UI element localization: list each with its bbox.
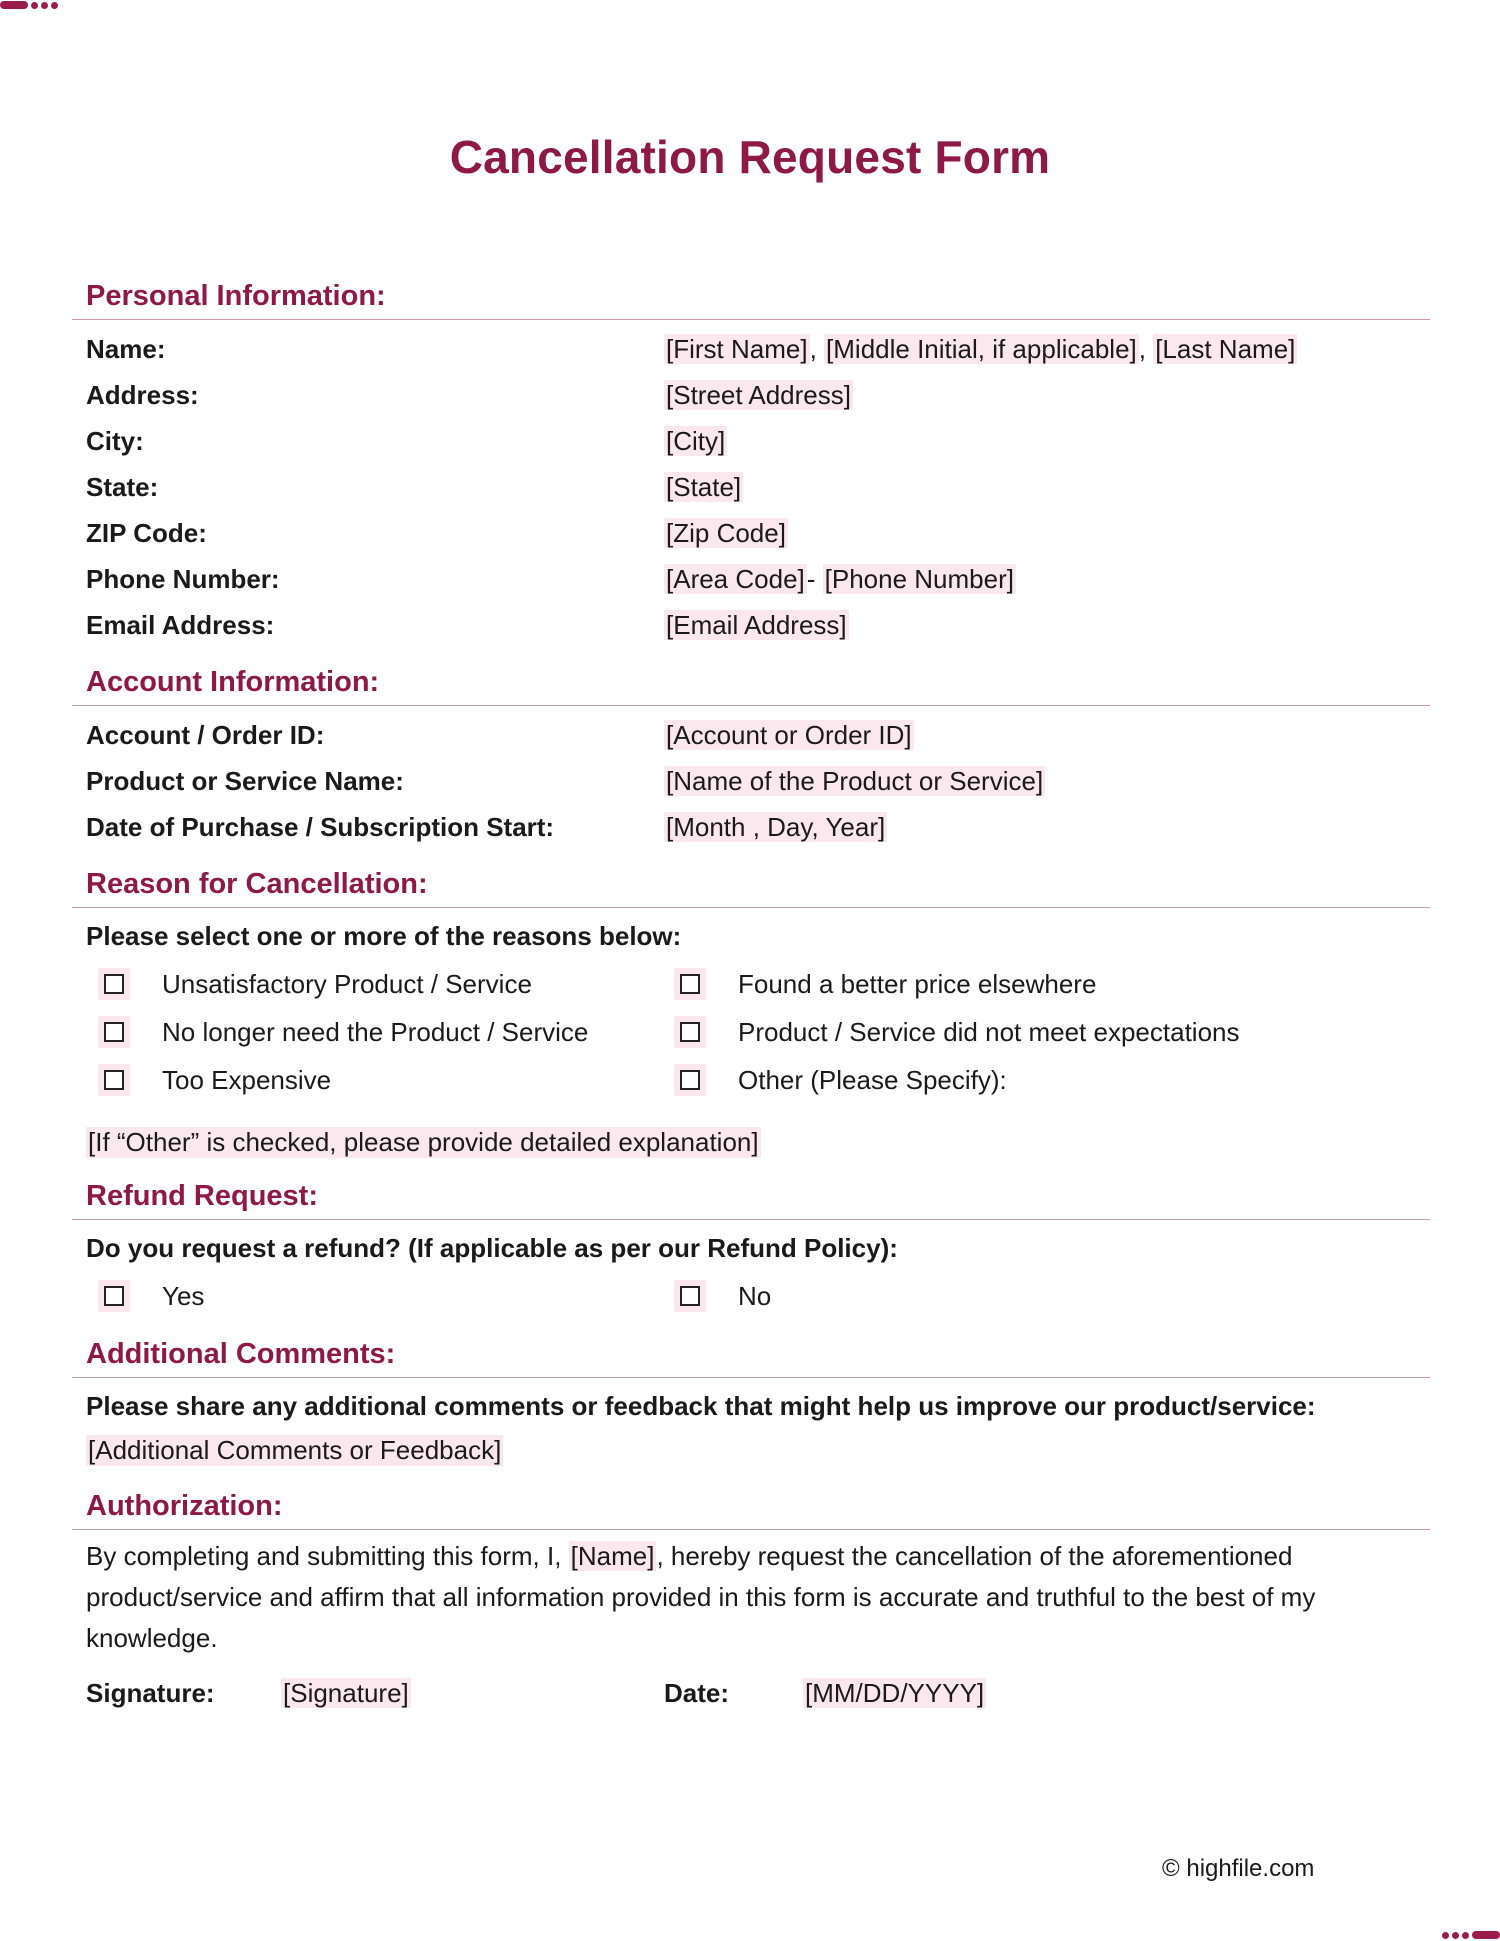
reason-instruction: Please select one or more of the reasons below: bbox=[86, 920, 682, 951]
deco-bar bbox=[1472, 1931, 1500, 1939]
comments-field[interactable]: [Additional Comments or Feedback] bbox=[88, 1434, 502, 1465]
authorization-section bbox=[72, 1490, 1430, 1721]
statement-text: , hereby request the cancellation of the aforementioned product/service and affirm that all information provided in this form is accurate and truthful to the best of my knowledge. bbox=[86, 1541, 1316, 1653]
option-label: Product / Service did not meet expectations bbox=[738, 1016, 1240, 1047]
email-label: Email Address: bbox=[86, 609, 275, 640]
option-label: No longer need the Product / Service bbox=[162, 1016, 589, 1047]
page-title: Cancellation Request Form bbox=[449, 131, 1051, 183]
purchase-date-field[interactable]: [Month , Day, Year] bbox=[666, 811, 886, 842]
name-label: Name: bbox=[86, 333, 166, 364]
option-label: Other (Please Specify): bbox=[738, 1064, 1007, 1095]
last-name-field[interactable]: [Last Name] bbox=[1155, 333, 1296, 364]
option-label: No bbox=[738, 1280, 772, 1311]
section-heading: Refund Request: bbox=[72, 1180, 1430, 1220]
phone-separator: - bbox=[806, 563, 823, 594]
name-row bbox=[72, 326, 1430, 372]
section-heading: Reason for Cancellation: bbox=[72, 868, 1430, 908]
purchase-date-row bbox=[72, 804, 1430, 850]
deco-bar bbox=[0, 1, 28, 9]
authorization-name-field[interactable]: [Name] bbox=[570, 1541, 655, 1571]
corner-decoration-bottom bbox=[1442, 1931, 1500, 1939]
zip-label: ZIP Code: bbox=[86, 517, 207, 548]
account-id-row bbox=[72, 712, 1430, 758]
signature-row bbox=[72, 1665, 1430, 1721]
reason-option[interactable] bbox=[664, 960, 1430, 1008]
reason-option[interactable] bbox=[72, 1056, 664, 1104]
authorization-statement bbox=[72, 1536, 1430, 1659]
first-name-field[interactable]: [First Name] bbox=[666, 333, 808, 364]
checkbox-icon[interactable] bbox=[680, 1022, 700, 1042]
refund-section bbox=[72, 1180, 1430, 1320]
street-address-field[interactable]: [Street Address] bbox=[666, 379, 851, 410]
account-info-section bbox=[72, 666, 1430, 850]
date-label: Date: bbox=[664, 1677, 730, 1708]
address-row bbox=[72, 372, 1430, 418]
reason-option[interactable] bbox=[664, 1056, 1430, 1104]
section-heading: Additional Comments: bbox=[72, 1338, 1430, 1378]
option-label: Yes bbox=[162, 1280, 205, 1311]
refund-question: Do you request a refund? (If applicable as per our Refund Policy): bbox=[86, 1232, 898, 1263]
state-row bbox=[72, 464, 1430, 510]
checkbox-icon[interactable] bbox=[104, 974, 124, 994]
refund-options bbox=[72, 1270, 1430, 1320]
signature-field[interactable]: [Signature] bbox=[283, 1677, 409, 1708]
checkbox-icon[interactable] bbox=[104, 1070, 124, 1090]
product-label: Product or Service Name: bbox=[86, 765, 404, 796]
checkbox-icon[interactable] bbox=[680, 1286, 700, 1306]
city-field[interactable]: [City] bbox=[666, 425, 726, 456]
option-label: Found a better price elsewhere bbox=[738, 968, 1097, 999]
reason-option[interactable] bbox=[72, 1008, 664, 1056]
product-row bbox=[72, 758, 1430, 804]
section-heading: Personal Information: bbox=[72, 280, 1430, 320]
name-value: [First Name], [Middle Initial, if applicable], [Last Name] bbox=[666, 333, 1296, 364]
state-label: State: bbox=[86, 471, 159, 502]
area-code-field[interactable]: [Area Code] bbox=[666, 563, 805, 594]
deco-dot bbox=[1442, 1932, 1449, 1939]
signature-label: Signature: bbox=[86, 1677, 215, 1708]
middle-initial-field[interactable]: [Middle Initial, if applicable] bbox=[826, 333, 1137, 364]
account-id-field[interactable]: [Account or Order ID] bbox=[666, 719, 912, 750]
phone-number-field[interactable]: [Phone Number] bbox=[824, 563, 1014, 594]
product-field[interactable]: [Name of the Product or Service] bbox=[666, 765, 1044, 796]
other-explanation-field[interactable]: [If “Other” is checked, please provide detailed explanation] bbox=[88, 1126, 759, 1157]
reason-section bbox=[72, 868, 1430, 1162]
deco-dot bbox=[51, 2, 58, 9]
copyright-footer: © highfile.com bbox=[1162, 1855, 1315, 1882]
refund-yes-option[interactable] bbox=[72, 1272, 664, 1320]
refund-no-option[interactable] bbox=[664, 1272, 1430, 1320]
address-label: Address: bbox=[86, 379, 199, 410]
checkbox-icon[interactable] bbox=[680, 974, 700, 994]
deco-dot bbox=[31, 2, 38, 9]
city-row bbox=[72, 418, 1430, 464]
checkbox-icon[interactable] bbox=[680, 1070, 700, 1090]
option-label: Too Expensive bbox=[162, 1064, 332, 1095]
checkbox-icon[interactable] bbox=[104, 1286, 124, 1306]
reason-options bbox=[72, 958, 1430, 1104]
phone-row bbox=[72, 556, 1430, 602]
state-field[interactable]: [State] bbox=[666, 471, 742, 502]
section-heading: Account Information: bbox=[72, 666, 1430, 706]
form-body bbox=[72, 280, 1430, 1739]
reason-option[interactable] bbox=[72, 960, 664, 1008]
email-field[interactable]: [Email Address] bbox=[666, 609, 847, 640]
purchase-date-label: Date of Purchase / Subscription Start: bbox=[86, 811, 555, 842]
comments-prompt: Please share any additional comments or feedback that might help us improve our product/service: bbox=[86, 1390, 1316, 1421]
personal-info-section bbox=[72, 280, 1430, 648]
option-label: Unsatisfactory Product / Service bbox=[162, 968, 532, 999]
zip-row bbox=[72, 510, 1430, 556]
corner-decoration-top bbox=[0, 1, 58, 9]
checkbox-icon[interactable] bbox=[104, 1022, 124, 1042]
zip-field[interactable]: [Zip Code] bbox=[666, 517, 786, 548]
city-label: City: bbox=[86, 425, 144, 456]
date-field[interactable]: [MM/DD/YYYY] bbox=[805, 1677, 985, 1708]
account-id-label: Account / Order ID: bbox=[86, 719, 325, 750]
statement-text: By completing and submitting this form, I, bbox=[86, 1541, 569, 1571]
section-heading: Authorization: bbox=[72, 1490, 1430, 1530]
deco-dot bbox=[1452, 1932, 1459, 1939]
phone-label: Phone Number: bbox=[86, 563, 280, 594]
email-row bbox=[72, 602, 1430, 648]
reason-option[interactable] bbox=[664, 1008, 1430, 1056]
deco-dot bbox=[41, 2, 48, 9]
deco-dot bbox=[1462, 1932, 1469, 1939]
comments-section bbox=[72, 1338, 1430, 1472]
